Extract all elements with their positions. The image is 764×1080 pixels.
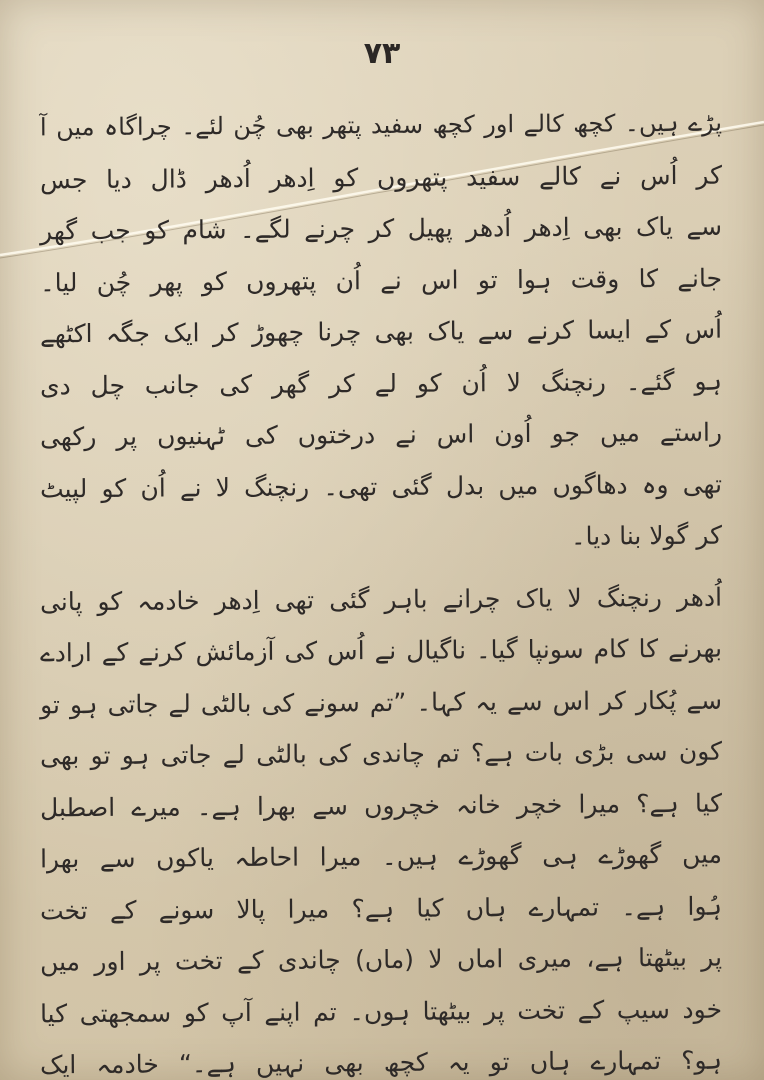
text-line: خود سیپ کے تخت پر بیٹھتا ہوں۔ تم اپنے آپ کو سمجھتی کیا — [39, 994, 723, 1028]
text-line: ہو؟ تمہارے ہاں تو یہ کچھ بھی نہیں ہے۔“ خادمہ ایک — [39, 1045, 723, 1080]
text-line: جانے کا وقت ہوا تو اس نے اُن پتھروں کو پھر چُن لیا۔ — [39, 263, 723, 297]
text-line: پر بیٹھتا ہے، میری اماں لا (ماں) چاندی کے تخت پر اور میں — [39, 942, 723, 977]
text-line: سے پُکار کر اس سے یہ کہا۔ ”تم سونے کی بالٹی لے جاتی ہو تو — [39, 685, 723, 719]
text-line: اُدھر رنچنگ لا یاک چرانے باہر گئی تھی اِدھر خادمہ کو پانی — [39, 582, 723, 616]
page-number: ۷۳ — [363, 36, 401, 71]
text-line: راستے میں جو اُون اس نے درختوں کی ٹہنیوں پر رکھی — [39, 417, 723, 452]
text-line: کر گولا بنا دیا۔ — [570, 520, 723, 551]
text-line: پڑے ہیں۔ کچھ کالے اور کچھ سفید پتھر بھی چُن لئے۔ چراگاہ میں آ — [39, 108, 723, 142]
text-line: تھی وہ دھاگوں میں بدل گئی تھی۔ رنچنگ لا نے اُن کو لپیٹ — [39, 469, 723, 503]
text-line: اُس کے ایسا کرنے سے یاک بھی چرنا چھوڑ کر ایک جگہ اکٹھے — [39, 314, 723, 349]
paragraph — [40, 574, 722, 1080]
text-line: کون سی بڑی بات ہے؟ تم چاندی کی بالٹی لے جاتی ہو تو بھی — [39, 736, 723, 771]
text-line: ہُوا ہے۔ تمہارے ہاں کیا ہے؟ میرا پالا سونے کے تخت — [39, 891, 723, 925]
text-line: سے یاک بھی اِدھر اُدھر پھیل کر چرنے لگے۔ شام کو جب گھر — [39, 211, 723, 246]
text-line: بھرنے کا کام سونپا گیا۔ ناگیال نے اُس کی آزمائش کرنے کے ارادے — [39, 633, 723, 668]
paragraph — [40, 100, 722, 564]
page-body — [40, 100, 722, 1080]
text-line: ہو گئے۔ رنچنگ لا اُن کو لے کر گھر کی جانب چل دی — [39, 366, 723, 400]
text-line: کر اُس نے کالے سفید پتھروں کو اِدھر اُدھر ڈال دیا جس — [39, 160, 723, 194]
text-line: کیا ہے؟ میرا خچر خانہ خچروں سے بھرا ہے۔ میرے اصطبل — [39, 788, 723, 822]
text-line: میں گھوڑے ہی گھوڑے ہیں۔ میرا احاطہ یاکوں سے بھرا — [39, 839, 723, 874]
